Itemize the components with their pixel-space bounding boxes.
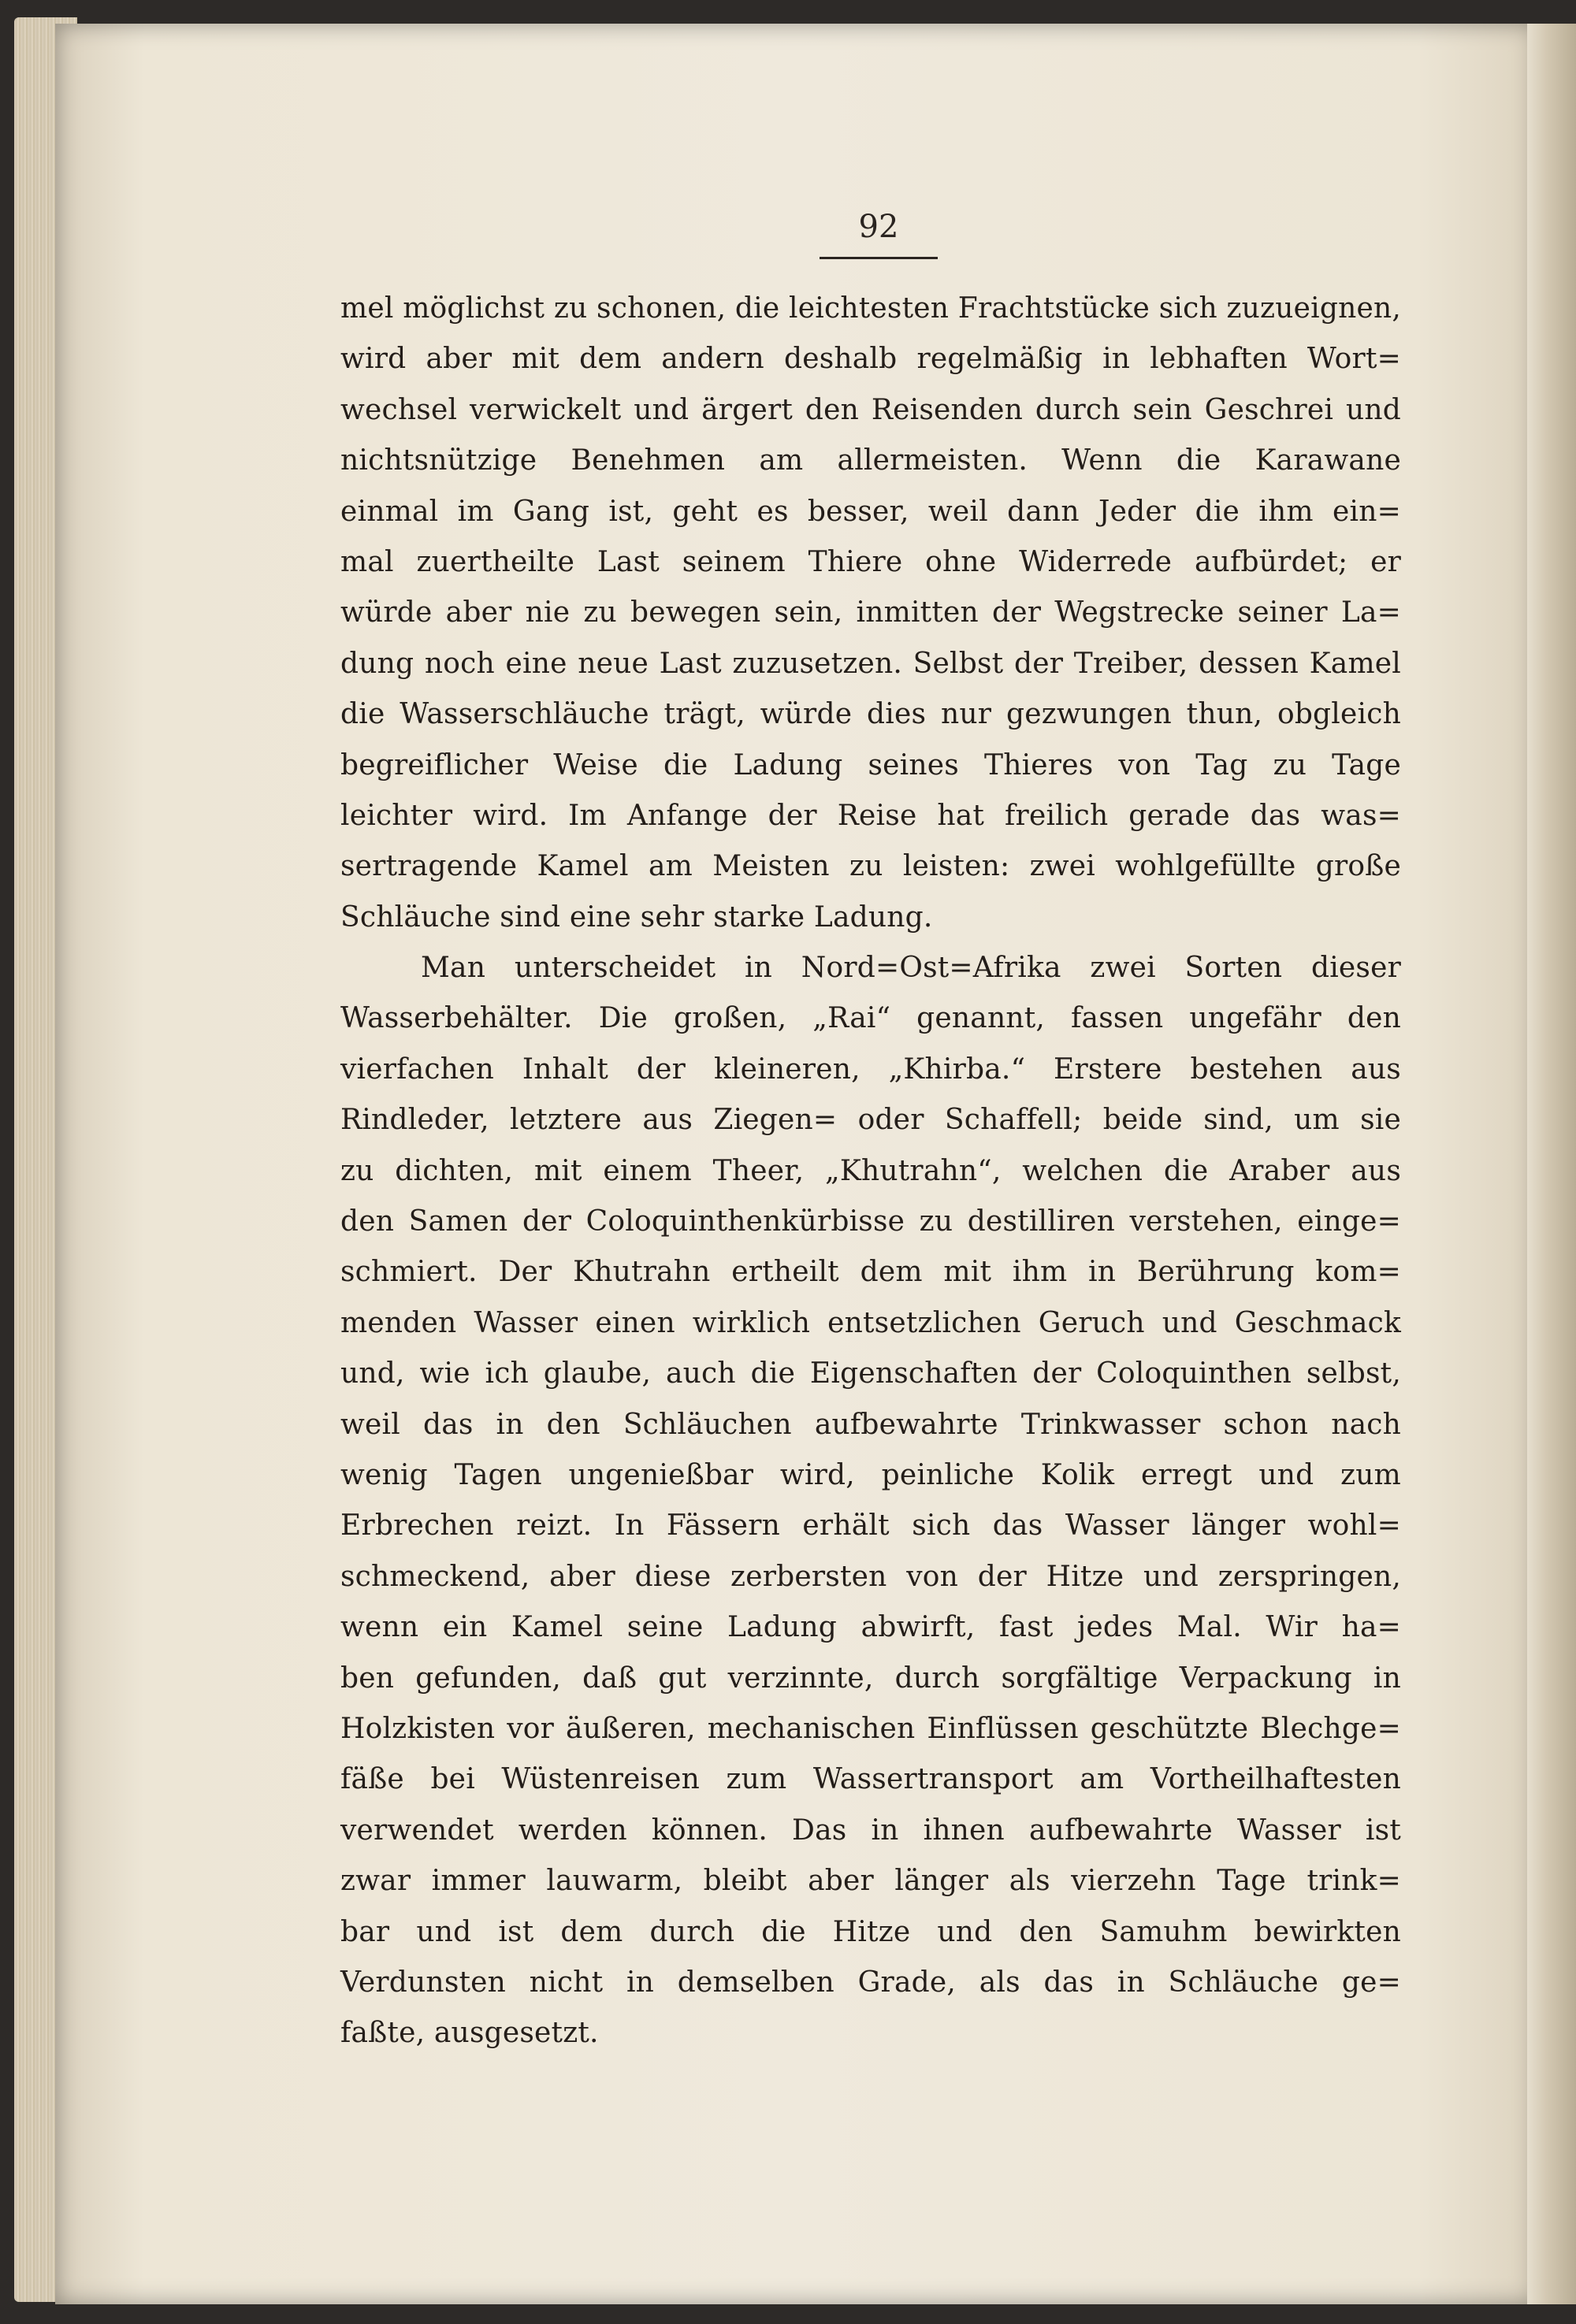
text-line: Erbrechen reizt. In Fässern erhält sich das Wasser länger wohl=: [340, 1509, 1401, 1543]
text-line: Wasserbehälter. Die großen, „Rai“ genannt, fassen ungefähr den: [340, 1002, 1401, 1035]
text-line: würde aber nie zu bewegen sein, inmitten der Wegstrecke seiner La=: [340, 596, 1401, 629]
text-line: nichtsnützige Benehmen am allermeisten. Wenn die Karawane: [340, 444, 1401, 477]
text-line: sertragende Kamel am Meisten zu leisten: zwei wohlgefüllte große: [340, 850, 1401, 883]
text-line: einmal im Gang ist, geht es besser, weil dann Jeder die ihm ein=: [340, 495, 1401, 528]
text-line: den Samen der Coloquinthenkürbisse zu destilliren verstehen, einge=: [340, 1205, 1401, 1238]
body-text: [340, 284, 1401, 2059]
text-line: zwar immer lauwarm, bleibt aber länger als vierzehn Tage trink=: [340, 1865, 1401, 1898]
text-line: wenig Tagen ungenießbar wird, peinliche Kolik erregt und zum: [340, 1458, 1401, 1491]
text-line: wenn ein Kamel seine Ladung abwirft, fast jedes Mal. Wir ha=: [340, 1611, 1401, 1644]
page-header: [820, 211, 938, 259]
text-line: schmeckend, aber diese zerbersten von der Hitze und zerspringen,: [340, 1560, 1401, 1593]
text-line: bar und ist dem durch die Hitze und den Samuhm bewirkten: [340, 1915, 1401, 1948]
text-line: begreiflicher Weise die Ladung seines Thieres von Tag zu Tage: [340, 748, 1401, 781]
page-number: 92: [858, 209, 899, 245]
text-line: weil das in den Schläuchen aufbewahrte Trinkwasser schon nach: [340, 1408, 1401, 1441]
text-line: schmiert. Der Khutrahn ertheilt dem mit ihm in Berührung kom=: [340, 1256, 1401, 1289]
text-line: verwendet werden können. Das in ihnen aufbewahrte Wasser ist: [340, 1814, 1401, 1847]
text-line: die Wasserschläuche trägt, würde dies nur gezwungen thun, obgleich: [340, 698, 1401, 731]
text-line: und, wie ich glaube, auch die Eigenschaften der Coloquinthen selbst,: [340, 1357, 1401, 1390]
text-line: Rindleder, letztere aus Ziegen= oder Schaffell; beide sind, um sie: [340, 1104, 1401, 1137]
text-line: dung noch eine neue Last zuzusetzen. Selbst der Treiber, dessen Kamel: [340, 647, 1401, 680]
paragraph-end-line: Schläuche sind eine sehr starke Ladung.: [340, 900, 933, 934]
text-line: wird aber mit dem andern deshalb regelmäßig in lebhaften Wort=: [340, 343, 1401, 376]
paragraph-start-line: Man unterscheidet in Nord=Ost=Afrika zwei Sorten dieser: [421, 952, 1401, 985]
text-line: vierfachen Inhalt der kleineren, „Khirba.“ Erstere bestehen aus: [340, 1052, 1401, 1086]
paragraph-end-line: faßte, ausgesetzt.: [340, 2017, 599, 2050]
text-line: Verdunsten nicht in demselben Grade, als das in Schläuche ge=: [340, 1966, 1401, 1999]
text-line: ben gefunden, daß gut verzinnte, durch sorgfältige Verpackung in: [340, 1661, 1401, 1695]
header-rule: [820, 257, 938, 259]
text-line: fäße bei Wüstenreisen zum Wassertransport am Vortheilhaftesten: [340, 1763, 1401, 1796]
text-line: Holzkisten vor äußeren, mechanischen Einflüssen geschützte Blechge=: [340, 1712, 1401, 1745]
text-line: wechsel verwickelt und ärgert den Reisenden durch sein Geschrei und: [340, 393, 1401, 426]
text-line: zu dichten, mit einem Theer, „Khutrahn“, welchen die Araber aus: [340, 1154, 1401, 1187]
book-gutter: [1527, 24, 1576, 2304]
text-line: leichter wird. Im Anfange der Reise hat freilich gerade das was=: [340, 799, 1401, 832]
text-line: menden Wasser einen wirklich entsetzlichen Geruch und Geschmack: [340, 1306, 1401, 1339]
text-line: mel möglichst zu schonen, die leichtesten Frachtstücke sich zuzueignen,: [340, 292, 1401, 325]
text-line: mal zuertheilte Last seinem Thiere ohne Widerrede aufbürdet; er: [340, 545, 1401, 578]
